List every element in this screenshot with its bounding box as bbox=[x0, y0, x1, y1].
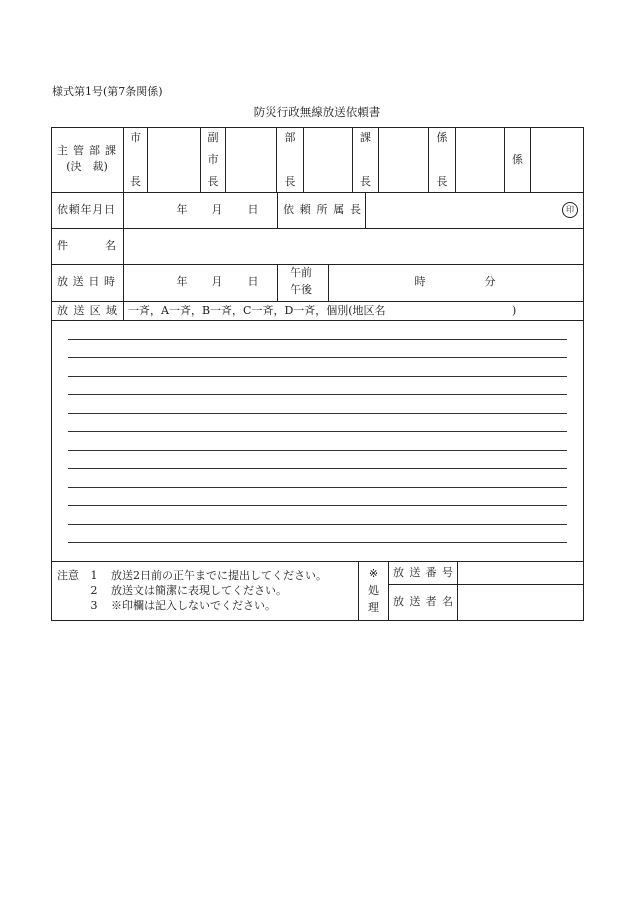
column-divider bbox=[365, 192, 366, 228]
stamp-label-char: 長 bbox=[130, 175, 141, 188]
table-left-border bbox=[51, 127, 52, 621]
notes-label: 注意 bbox=[57, 569, 79, 582]
request-year-unit: 年 bbox=[176, 203, 188, 216]
table-right-border bbox=[583, 127, 584, 621]
stamp-label-char: 係 bbox=[436, 131, 448, 144]
column-divider bbox=[328, 264, 329, 301]
subject-label: 件 名 bbox=[57, 239, 116, 252]
broadcast-month-unit: 月 bbox=[211, 275, 223, 288]
note-number: 2 bbox=[90, 584, 98, 597]
broadcaster-name-label: 放 送 者 名 bbox=[393, 595, 453, 608]
column-divider bbox=[457, 561, 458, 620]
message-line bbox=[68, 357, 567, 358]
form-title: 防災行政無線放送依頼書 bbox=[253, 105, 381, 119]
stamp-label-char: 長 bbox=[436, 175, 448, 188]
stamp-box-staff[interactable] bbox=[531, 128, 583, 192]
office-use-char: 理 bbox=[368, 601, 379, 614]
stamp-label-char: 長 bbox=[360, 175, 371, 188]
row-divider bbox=[51, 192, 584, 193]
subject-field[interactable] bbox=[124, 229, 583, 264]
stamp-label-char: 市 bbox=[207, 153, 219, 166]
row-divider bbox=[51, 320, 584, 321]
form-number: 様式第1号(第7条関係) bbox=[52, 85, 163, 98]
stamp-label-char: 係 bbox=[512, 153, 523, 166]
stamp-box-mayor[interactable] bbox=[148, 128, 200, 192]
stamp-box-section-chief[interactable] bbox=[379, 128, 428, 192]
note-number: 1 bbox=[90, 569, 98, 582]
note-number: 3 bbox=[90, 599, 98, 612]
broadcast-area-label: 放 送 区 域 bbox=[57, 304, 117, 317]
am-option: 午前 bbox=[290, 266, 312, 279]
stamp-label-subsection-chief bbox=[429, 131, 455, 189]
stamp-box-department-head[interactable] bbox=[304, 128, 352, 192]
broadcast-number-label: 放 送 番 号 bbox=[393, 566, 453, 579]
stamp-label-department-head bbox=[277, 131, 303, 189]
office-use-divider bbox=[388, 584, 583, 585]
request-day-unit: 日 bbox=[247, 203, 259, 216]
stamp-box-subsection-chief[interactable] bbox=[456, 128, 504, 192]
column-divider bbox=[530, 127, 531, 192]
column-divider bbox=[225, 127, 226, 192]
column-divider bbox=[277, 264, 278, 301]
office-use-mark: ※ bbox=[368, 567, 379, 580]
broadcast-day-unit: 日 bbox=[247, 275, 259, 288]
note-text: 放送2日前の正午までに提出してください。 bbox=[111, 569, 327, 582]
column-divider bbox=[277, 192, 278, 228]
column-divider bbox=[455, 127, 456, 192]
requester-field[interactable] bbox=[366, 193, 583, 228]
message-line bbox=[68, 542, 567, 543]
stamp-label-deputy-mayor bbox=[201, 131, 225, 189]
pm-option: 午後 bbox=[290, 283, 312, 296]
broadcast-year-unit: 年 bbox=[176, 275, 188, 288]
row-divider bbox=[51, 301, 584, 302]
message-line bbox=[68, 431, 567, 432]
department-label: 主 管 部 課 bbox=[57, 144, 116, 157]
row-divider bbox=[51, 561, 584, 562]
stamp-label-char: 長 bbox=[284, 175, 296, 188]
office-use-char: 処 bbox=[368, 584, 379, 597]
note-text: ※印欄は記入しないでください。 bbox=[111, 599, 276, 612]
requester-label: 依 頼 所 属 長 bbox=[283, 203, 361, 216]
column-divider bbox=[147, 127, 148, 192]
column-divider bbox=[303, 127, 304, 192]
broadcast-area-close-paren: ) bbox=[512, 304, 517, 317]
minute-unit: 分 bbox=[484, 275, 496, 288]
broadcaster-name-field[interactable] bbox=[458, 585, 583, 620]
message-line bbox=[68, 450, 567, 451]
stamp-label-char: 課 bbox=[360, 131, 371, 144]
request-date-label: 依頼年月日 bbox=[57, 203, 115, 216]
stamp-label-mayor bbox=[124, 131, 147, 189]
message-line bbox=[68, 376, 567, 377]
message-line bbox=[68, 394, 567, 395]
message-line bbox=[68, 505, 567, 506]
column-divider bbox=[378, 127, 379, 192]
stamp-box-deputy-mayor[interactable] bbox=[226, 128, 276, 192]
stamp-label-char: 市 bbox=[130, 131, 141, 144]
message-line bbox=[68, 413, 567, 414]
stamp-label-char: 長 bbox=[207, 175, 219, 188]
broadcast-number-field[interactable] bbox=[458, 562, 583, 584]
hour-unit: 時 bbox=[414, 275, 426, 288]
decision-label: (決 裁) bbox=[66, 160, 108, 173]
message-line bbox=[68, 524, 567, 525]
row-divider bbox=[51, 228, 584, 229]
column-divider bbox=[388, 561, 389, 620]
broadcast-datetime-label: 放 送 日 時 bbox=[57, 275, 115, 288]
row-divider bbox=[51, 264, 584, 265]
message-line bbox=[68, 468, 567, 469]
note-text: 放送文は簡潔に表現してください。 bbox=[111, 584, 287, 597]
request-month-unit: 月 bbox=[211, 203, 223, 216]
stamp-label-char: 部 bbox=[284, 131, 296, 144]
broadcast-area-options: 一斉，A一斉，B一斉，C一斉，D一斉，個別(地区名 bbox=[128, 304, 386, 317]
table-bottom-border bbox=[51, 620, 584, 621]
broadcast-time-field[interactable] bbox=[329, 265, 583, 301]
message-line bbox=[68, 339, 567, 340]
seal-mark: 印 bbox=[562, 202, 578, 218]
stamp-label-staff bbox=[505, 131, 530, 189]
stamp-label-char: 副 bbox=[207, 131, 219, 144]
message-line bbox=[68, 487, 567, 488]
stamp-label-section-chief bbox=[353, 131, 378, 189]
